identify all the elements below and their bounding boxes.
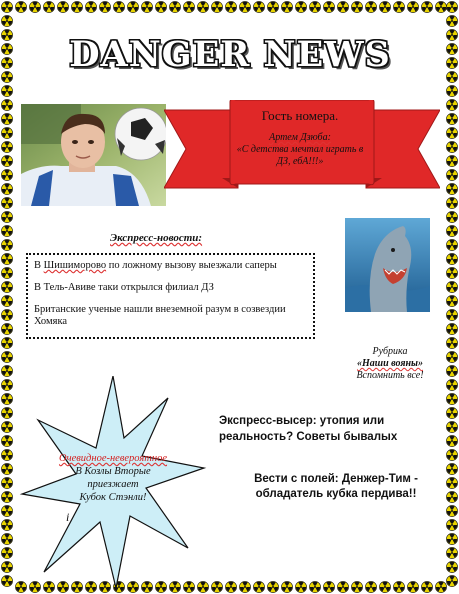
radiation-icon xyxy=(446,239,457,250)
radiation-icon xyxy=(1,71,12,82)
radiation-icon xyxy=(446,295,457,306)
radiation-icon xyxy=(1,477,12,488)
radiation-icon xyxy=(1,225,12,236)
radiation-icon xyxy=(1,407,12,418)
radiation-icon xyxy=(407,581,418,592)
radiation-icon xyxy=(1,379,12,390)
radiation-icon xyxy=(127,1,138,12)
radiation-icon xyxy=(446,435,457,446)
radiation-icon xyxy=(446,393,457,404)
radiation-icon xyxy=(351,581,362,592)
radiation-icon xyxy=(1,127,12,138)
radiation-icon xyxy=(446,449,457,460)
radiation-icon xyxy=(1,295,12,306)
radiation-icon xyxy=(253,1,264,12)
radiation-icon xyxy=(295,1,306,12)
radiation-icon xyxy=(1,211,12,222)
radiation-icon xyxy=(446,281,457,292)
starburst-line-2: приезжает xyxy=(87,479,139,490)
radiation-icon xyxy=(435,581,446,592)
radiation-icon xyxy=(155,1,166,12)
radiation-icon xyxy=(295,581,306,592)
radiation-icon xyxy=(446,491,457,502)
radiation-icon xyxy=(446,477,457,488)
radiation-icon xyxy=(197,1,208,12)
radiation-icon xyxy=(365,581,376,592)
radiation-icon xyxy=(446,57,457,68)
radiation-icon xyxy=(1,85,12,96)
radiation-icon xyxy=(211,581,222,592)
guest-quote: «С детства мечтал играть в ДЗ, ебА!!!» xyxy=(236,144,364,167)
radiation-icon xyxy=(1,491,12,502)
radiation-icon xyxy=(141,1,152,12)
starburst-text xyxy=(56,452,170,504)
radiation-icon xyxy=(1,505,12,516)
rubric-block xyxy=(342,346,438,382)
radiation-icon xyxy=(407,1,418,12)
radiation-icon xyxy=(1,197,12,208)
radiation-icon xyxy=(323,581,334,592)
radiation-icon xyxy=(239,581,250,592)
express-news-title: Экспресс-новости: xyxy=(110,232,203,244)
radiation-icon xyxy=(1,155,12,166)
radiation-icon xyxy=(29,1,40,12)
radiation-icon xyxy=(113,1,124,12)
guest-ribbon-text xyxy=(232,110,368,168)
article-field-news: Вести с полей: Денжер-Тим - обладатель кубка пердива!! xyxy=(254,473,418,500)
rubric-label: Рубрика xyxy=(372,346,408,357)
radiation-icon xyxy=(435,1,446,12)
radiation-icon xyxy=(393,1,404,12)
radiation-icon xyxy=(337,1,348,12)
radiation-icon xyxy=(99,1,110,12)
radiation-icon xyxy=(85,1,96,12)
radiation-icon xyxy=(43,1,54,12)
radiation-icon xyxy=(421,1,432,12)
radiation-icon xyxy=(446,351,457,362)
news-item-3: Британские ученые нашли внеземной разум в созвездии Хомяка xyxy=(34,304,286,327)
radiation-icon xyxy=(446,519,457,530)
radiation-icon xyxy=(183,1,194,12)
radiation-icon xyxy=(1,449,12,460)
article-express-vyser: Экспресс-высер: утопия или реальность? Советы бывалых xyxy=(219,415,398,443)
guest-name: Артем Дзюба: xyxy=(269,132,331,143)
radiation-icon xyxy=(446,155,457,166)
rubric-tagline: Вспомнить все! xyxy=(356,370,424,381)
radiation-icon xyxy=(225,581,236,592)
radiation-icon xyxy=(71,1,82,12)
radiation-icon xyxy=(379,581,390,592)
radiation-icon xyxy=(1,29,12,40)
radiation-icon xyxy=(1,43,12,54)
radiation-icon xyxy=(1,533,12,544)
radiation-icon xyxy=(323,1,334,12)
radiation-icon xyxy=(1,309,12,320)
radiation-icon xyxy=(15,1,26,12)
radiation-border-left xyxy=(0,0,14,594)
news-item-2: В Тель-Авиве таки открылся филиал ДЗ xyxy=(34,282,214,293)
radiation-icon xyxy=(446,463,457,474)
radiation-icon xyxy=(446,71,457,82)
radiation-icon xyxy=(446,113,457,124)
radiation-icon xyxy=(421,581,432,592)
radiation-icon xyxy=(446,533,457,544)
radiation-border-top xyxy=(0,0,459,14)
radiation-icon xyxy=(239,1,250,12)
radiation-icon xyxy=(1,337,12,348)
dolphin-photo xyxy=(345,218,430,312)
express-news-box xyxy=(26,253,315,339)
radiation-icon xyxy=(446,99,457,110)
radiation-icon xyxy=(446,379,457,390)
radiation-icon xyxy=(267,1,278,12)
starburst-line-1: В Козлы Вторые xyxy=(75,466,151,477)
radiation-icon xyxy=(1,393,12,404)
radiation-icon xyxy=(1,267,12,278)
radiation-icon xyxy=(1,169,12,180)
radiation-icon xyxy=(1,99,12,110)
masthead-title: DANGER NEWS xyxy=(69,34,391,75)
radiation-icon xyxy=(267,581,278,592)
radiation-icon xyxy=(446,183,457,194)
radiation-icon xyxy=(1,281,12,292)
radiation-icon xyxy=(309,581,320,592)
radiation-icon xyxy=(446,323,457,334)
radiation-icon xyxy=(281,581,292,592)
radiation-icon xyxy=(351,1,362,12)
radiation-border-right xyxy=(445,0,459,594)
radiation-icon xyxy=(446,253,457,264)
radiation-icon xyxy=(1,239,12,250)
radiation-icon xyxy=(1,323,12,334)
rubric-name: «Наши вояны» xyxy=(356,358,423,369)
radiation-icon xyxy=(446,225,457,236)
radiation-icon xyxy=(1,421,12,432)
radiation-icon xyxy=(1,253,12,264)
radiation-icon xyxy=(446,547,457,558)
radiation-icon xyxy=(169,1,180,12)
radiation-icon xyxy=(57,1,68,12)
radiation-icon xyxy=(446,43,457,54)
radiation-icon xyxy=(446,309,457,320)
radiation-icon xyxy=(446,211,457,222)
radiation-icon xyxy=(446,505,457,516)
radiation-icon xyxy=(446,561,457,572)
radiation-icon xyxy=(446,141,457,152)
news-item-1: В Шишиморово по ложному вызову выезжали саперы xyxy=(34,260,277,271)
radiation-icon xyxy=(1,141,12,152)
radiation-icon xyxy=(337,581,348,592)
radiation-icon xyxy=(281,1,292,12)
radiation-icon xyxy=(1,113,12,124)
starburst-heading: Очевидное-невероятное xyxy=(58,453,168,464)
starburst-line-3: Кубок Стэнли! xyxy=(79,492,147,503)
radiation-icon xyxy=(1,183,12,194)
player-photo xyxy=(21,104,166,206)
radiation-icon xyxy=(446,169,457,180)
radiation-icon xyxy=(379,1,390,12)
radiation-icon xyxy=(225,1,236,12)
radiation-icon xyxy=(1,57,12,68)
radiation-icon xyxy=(253,581,264,592)
radiation-icon xyxy=(446,29,457,40)
radiation-icon xyxy=(1,561,12,572)
radiation-icon xyxy=(1,463,12,474)
radiation-icon xyxy=(446,197,457,208)
radiation-icon xyxy=(1,15,12,26)
radiation-icon xyxy=(365,1,376,12)
radiation-icon xyxy=(446,337,457,348)
radiation-icon xyxy=(1,547,12,558)
radiation-icon xyxy=(446,85,457,96)
radiation-icon xyxy=(393,581,404,592)
radiation-icon xyxy=(1,435,12,446)
radiation-icon xyxy=(1,351,12,362)
radiation-icon xyxy=(1,519,12,530)
radiation-icon xyxy=(309,1,320,12)
radiation-icon xyxy=(211,1,222,12)
guest-label: Гость номера. xyxy=(261,108,339,123)
radiation-icon xyxy=(446,421,457,432)
radiation-icon xyxy=(446,15,457,26)
radiation-icon xyxy=(446,407,457,418)
stray-text-cursor: i xyxy=(66,510,70,524)
radiation-icon xyxy=(446,127,457,138)
radiation-icon xyxy=(1,365,12,376)
radiation-icon xyxy=(446,365,457,376)
radiation-icon xyxy=(446,267,457,278)
